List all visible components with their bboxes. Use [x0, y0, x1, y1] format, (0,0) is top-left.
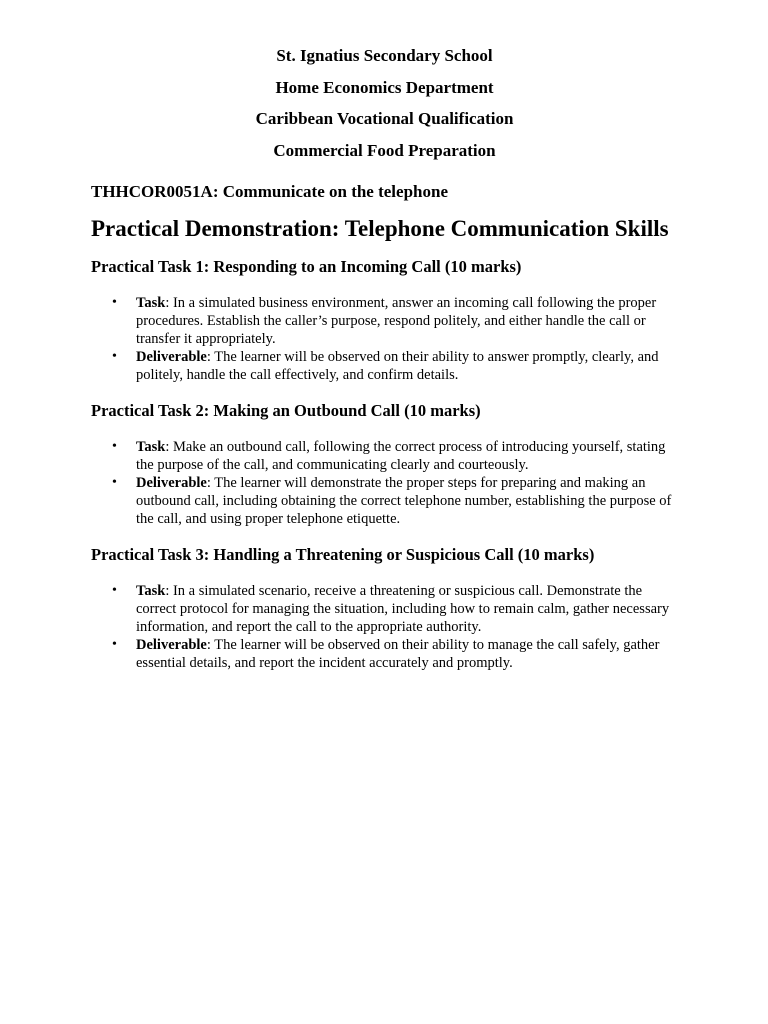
bullet-icon: • — [112, 636, 117, 652]
deliverable-label: Deliverable — [136, 348, 207, 365]
task-heading: Practical Task 2: Making an Outbound Call (10 marks) — [91, 400, 481, 420]
task-text: : In a simulated scenario, receive a threatening or suspicious call. Demonstrate the correct protocol for managing the situation, including how to remain calm, gather necessary information, and report the call to the appropriate authority. — [136, 582, 670, 635]
deliverable-label: Deliverable — [136, 636, 207, 653]
task-section-1 — [91, 257, 678, 384]
task-item — [91, 438, 678, 474]
bullet-icon: • — [112, 582, 117, 598]
qualification-name: Caribbean Vocational Qualification — [255, 109, 514, 128]
task-section-2 — [91, 401, 678, 528]
deliverable-item — [91, 636, 678, 672]
task-list — [91, 438, 678, 528]
deliverable-text: : The learner will be observed on their ability to manage the call safely, gather essential details, and report the incident accurately and promptly. — [136, 636, 660, 671]
task-label: Task — [136, 294, 166, 311]
task-text: : Make an outbound call, following the correct process of introducing yourself, stating the purpose of the call, and communicating clearly and courteously. — [136, 438, 666, 473]
unit-code: THHCOR0051A: Communicate on the telephone — [91, 181, 448, 201]
task-heading: Practical Task 1: Responding to an Incoming Call (10 marks) — [91, 256, 522, 276]
bullet-icon: • — [112, 438, 117, 454]
bullet-icon: • — [112, 348, 117, 364]
task-item — [91, 582, 678, 636]
programme-name: Commercial Food Preparation — [273, 140, 496, 160]
deliverable-text: : The learner will demonstrate the proper steps for preparing and making an outbound call, including obtaining the correct telephone number, establishing the purpose of the call, and using proper telephone etiquette. — [136, 474, 672, 527]
deliverable-item — [91, 474, 678, 528]
task-list — [91, 582, 678, 672]
task-item — [91, 294, 678, 348]
task-text: : In a simulated business environment, answer an incoming call following the proper procedures. Establish the caller’s purpose, respond politely, and either handle the call or transfer it appropriately. — [136, 294, 657, 347]
school-name: St. Ignatius Secondary School — [276, 46, 493, 65]
task-label: Task — [136, 582, 166, 599]
bullet-icon: • — [112, 294, 117, 310]
task-label: Task — [136, 438, 166, 455]
deliverable-label: Deliverable — [136, 474, 207, 491]
deliverable-item — [91, 348, 678, 384]
department-name: Home Economics Department — [275, 77, 494, 97]
task-section-3 — [91, 545, 678, 672]
task-list — [91, 294, 678, 384]
bullet-icon: • — [112, 474, 117, 490]
document-title: Practical Demonstration: Telephone Communication Skills — [91, 215, 669, 241]
task-heading: Practical Task 3: Handling a Threatening or Suspicious Call (10 marks) — [91, 544, 595, 564]
deliverable-text: : The learner will be observed on their ability to answer promptly, clearly, and politely, handle the call effectively, and confirm details. — [136, 348, 659, 383]
